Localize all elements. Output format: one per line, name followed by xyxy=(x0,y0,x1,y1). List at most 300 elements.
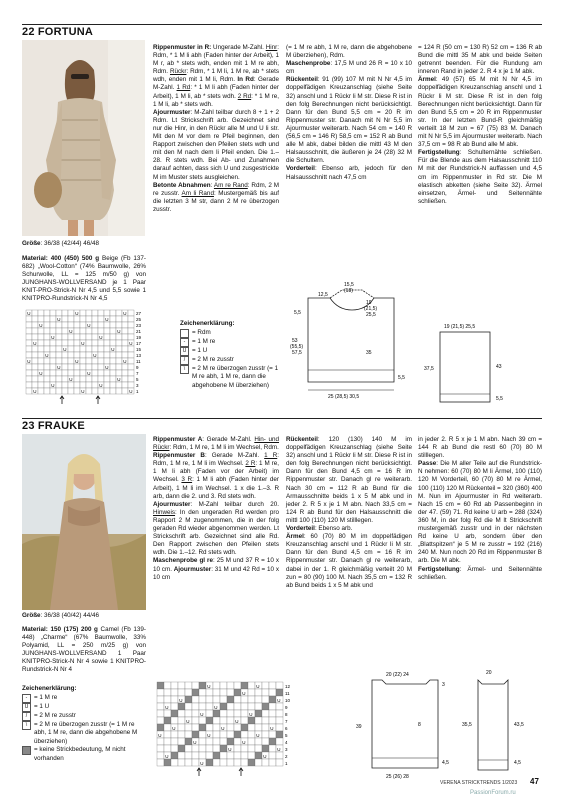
frauke-chart-cell xyxy=(255,752,262,759)
frauke-chart-cell xyxy=(269,682,276,689)
frauke-chart-cell xyxy=(255,696,262,703)
frauke-chart-cell xyxy=(171,682,178,689)
fortuna-chart-cell xyxy=(26,376,32,382)
fortuna-chart-cell xyxy=(50,376,56,382)
fortuna-chart-cell xyxy=(92,370,98,376)
frauke-dim-top: 20 (22) 24 xyxy=(386,672,409,678)
fortuna-chart-row-label: 7 xyxy=(136,371,139,376)
frauke-chart-cell xyxy=(276,710,283,717)
frauke-chart-cell xyxy=(199,745,206,752)
fortuna-chart-cell xyxy=(26,334,32,340)
fortuna-chart-symbol: U xyxy=(99,382,103,388)
frauke-chart-cell xyxy=(213,724,220,731)
fortuna-chart-symbol: U xyxy=(129,340,133,346)
fortuna-chart-cell xyxy=(50,388,56,394)
frauke-chart-row-label: 10 xyxy=(285,698,291,703)
frauke-chart-cell xyxy=(220,738,227,745)
fortuna-chart-cell xyxy=(98,388,104,394)
fortuna-key-item xyxy=(180,365,280,391)
frauke-chart-cell xyxy=(276,682,283,689)
frauke-chart-cell xyxy=(199,696,206,703)
section-rule-top xyxy=(22,24,542,25)
fortuna-chart-cell xyxy=(104,370,110,376)
fortuna-chart-cell xyxy=(110,316,116,322)
frauke-chart-cell xyxy=(171,717,178,724)
fortuna-chart-row-label: 1 xyxy=(136,389,139,394)
frauke-chart-row-label: 5 xyxy=(285,733,288,738)
fortuna-chart-symbol: U xyxy=(33,388,37,394)
fortuna-chart-cell xyxy=(62,376,68,382)
fortuna-chart-cell xyxy=(122,352,128,358)
fortuna-chart-cell xyxy=(122,370,128,376)
fortuna-chart-arrow xyxy=(96,396,100,404)
frauke-chart-cell xyxy=(255,759,262,766)
frauke-chart-symbol: U xyxy=(221,725,225,731)
symbol-icon: \ xyxy=(180,365,189,374)
fortuna-chart-cell xyxy=(80,322,86,328)
fortuna-chart-symbol: U xyxy=(57,364,61,370)
fortuna-chart-cell xyxy=(74,346,80,352)
frauke-chart-cell xyxy=(192,759,199,766)
frauke-chart-cell xyxy=(178,717,185,724)
fortuna-chart-cell xyxy=(92,316,98,322)
fortuna-chart-cell xyxy=(92,364,98,370)
fortuna-schematic-sleeve xyxy=(420,320,540,412)
symbol-icon: U xyxy=(22,703,31,712)
fortuna-chart-row-label: 21 xyxy=(136,329,142,334)
frauke-material-text: Material: 150 (175) 200 g Camel (Fb 139-448) „Charme“ (67% Baumwolle, 33% Polyamid, LL = 250 m/25 g) von JUNGHANS-WOLLVERSAND 1 Paar KNITPRO-Strick-N Nr 4 sowie 1 KNITPRO-Rundstrick-N Nr 4 xyxy=(22,626,147,674)
frauke-chart-cell xyxy=(178,759,185,766)
fortuna-chart-cell xyxy=(44,316,50,322)
fortuna-chart-cell xyxy=(68,346,74,352)
fortuna-chart-row-label: 13 xyxy=(136,353,142,358)
fortuna-chart-cell xyxy=(32,310,38,316)
frauke-dim-8: 8 xyxy=(418,722,421,728)
fortuna-chart-row-label: 17 xyxy=(136,341,142,346)
symbol-icon: / xyxy=(22,712,31,721)
frauke-chart-cell xyxy=(262,717,269,724)
fortuna-key xyxy=(180,320,280,390)
frauke-chart-cell xyxy=(185,689,192,696)
fortuna-chart-cell xyxy=(32,382,38,388)
frauke-chart-cell xyxy=(234,759,241,766)
frauke-chart-cell xyxy=(206,710,213,717)
fortuna-chart-cell xyxy=(98,370,104,376)
frauke-dim-39: 39 xyxy=(356,724,362,730)
section-rule-mid xyxy=(22,418,542,419)
frauke-chart-cell xyxy=(269,696,276,703)
fortuna-chart-cell xyxy=(68,364,74,370)
fortuna-chart-row-label: 27 xyxy=(136,311,142,316)
fortuna-chart-cell xyxy=(62,310,68,316)
fortuna-chart-cell xyxy=(74,352,80,358)
frauke-chart-cell xyxy=(269,717,276,724)
frauke-chart-cell xyxy=(269,703,276,710)
frauke-key-item xyxy=(22,703,146,712)
fortuna-chart-symbol: U xyxy=(87,322,91,328)
fortuna-chart-cell xyxy=(50,328,56,334)
frauke-chart-cell xyxy=(213,752,220,759)
fortuna-chart-cell xyxy=(44,346,50,352)
fortuna-chart-cell xyxy=(44,322,50,328)
frauke-dim-base: 25 (26) 28 xyxy=(386,774,409,780)
frauke-chart-cell xyxy=(192,752,199,759)
fortuna-chart-cell xyxy=(128,358,134,364)
frauke-chart-cell xyxy=(192,682,199,689)
fortuna-chart-cell xyxy=(56,346,62,352)
frauke-chart-cell xyxy=(255,738,262,745)
fortuna-chart-cell xyxy=(98,358,104,364)
frauke-chart-cell xyxy=(206,696,213,703)
fortuna-chart-cell xyxy=(26,370,32,376)
frauke-chart-cell xyxy=(227,738,234,745)
frauke-chart-cell xyxy=(178,752,185,759)
frauke-chart-cell xyxy=(276,717,283,724)
frauke-chart-symbol: U xyxy=(200,711,204,717)
frauke-chart-row-label: 3 xyxy=(285,747,288,752)
frauke-key-item xyxy=(22,712,146,721)
fortuna-size xyxy=(22,240,146,248)
fortuna-chart-cell xyxy=(44,310,50,316)
frauke-chart-cell xyxy=(171,759,178,766)
fortuna-chart-cell xyxy=(92,322,98,328)
fortuna-chart-cell xyxy=(92,376,98,382)
frauke-chart-cell xyxy=(269,710,276,717)
fortuna-chart-cell xyxy=(44,340,50,346)
fortuna-chart-cell xyxy=(38,346,44,352)
frauke-chart-cell xyxy=(192,745,199,752)
frauke-chart-cell xyxy=(178,738,185,745)
fortuna-chart-cell xyxy=(128,328,134,334)
fortuna-chart-cell xyxy=(44,382,50,388)
fortuna-chart-cell xyxy=(68,322,74,328)
fortuna-chart-cell xyxy=(80,370,86,376)
fortuna-material xyxy=(22,255,146,304)
fortuna-chart-cell xyxy=(122,334,128,340)
fortuna-chart-cell xyxy=(92,346,98,352)
frauke-chart-cell xyxy=(206,752,213,759)
fortuna-chart-cell xyxy=(116,322,122,328)
fortuna-chart-cell xyxy=(50,316,56,322)
frauke-chart-cell xyxy=(234,745,241,752)
fortuna-chart-cell xyxy=(26,316,32,322)
frauke-chart-cell xyxy=(241,724,248,731)
fortuna-chart-symbol: U xyxy=(99,334,103,340)
fortuna-chart-symbol: U xyxy=(117,328,121,334)
frauke-chart-cell xyxy=(171,752,178,759)
frauke-key-text: = 1 U xyxy=(34,702,50,710)
frauke-chart-cell xyxy=(164,724,171,731)
frauke-chart-cell xyxy=(255,724,262,731)
frauke-chart-cell xyxy=(248,759,255,766)
frauke-chart-cell xyxy=(234,752,241,759)
fortuna-chart-symbol: U xyxy=(39,370,43,376)
fortuna-chart-cell xyxy=(38,382,44,388)
frauke-chart-cell xyxy=(157,752,164,759)
frauke-chart-cell xyxy=(164,745,171,752)
frauke-size-text: Größe: 36/38 (40/42) 44/46 xyxy=(22,612,100,619)
fortuna-chart-cell xyxy=(26,346,32,352)
frauke-chart-cell xyxy=(276,759,283,766)
frauke-chart-symbol: U xyxy=(207,683,211,689)
frauke-chart-cell xyxy=(241,731,248,738)
frauke-chart-cell xyxy=(213,738,220,745)
fortuna-chart-cell xyxy=(98,316,104,322)
fortuna-chart-symbol: U xyxy=(33,340,37,346)
fortuna-chart-cell xyxy=(122,388,128,394)
fortuna-chart-cell xyxy=(98,346,104,352)
frauke-chart-cell xyxy=(220,752,227,759)
fortuna-chart-cell xyxy=(80,310,86,316)
fortuna-key-item xyxy=(180,356,280,365)
fortuna-chart-cell xyxy=(92,334,98,340)
frauke-chart-cell xyxy=(262,759,269,766)
fortuna-chart-cell xyxy=(32,334,38,340)
fortuna-chart-cell xyxy=(86,310,92,316)
fortuna-chart-cell xyxy=(74,382,80,388)
fortuna-dim-base: 25 (28,5) 30,5 xyxy=(328,394,360,400)
fortuna-chart-cell xyxy=(50,340,56,346)
fortuna-chart-cell xyxy=(62,382,68,388)
fortuna-chart-cell xyxy=(110,364,116,370)
fortuna-chart-cell xyxy=(110,340,116,346)
fortuna-chart-cell xyxy=(86,358,92,364)
fortuna-chart-cell xyxy=(38,340,44,346)
frauke-chart-cell xyxy=(199,738,206,745)
fortuna-chart-symbol: U xyxy=(57,316,61,322)
symbol-icon: - xyxy=(180,338,189,347)
fortuna-chart-cell xyxy=(44,334,50,340)
fortuna-chart-symbol: U xyxy=(129,388,133,394)
fortuna-key-item xyxy=(180,347,280,356)
fortuna-chart-cell xyxy=(56,382,62,388)
fortuna-chart-cell xyxy=(86,352,92,358)
frauke-chart-cell xyxy=(220,689,227,696)
fortuna-chart-row-label: 5 xyxy=(136,377,139,382)
frauke-chart-cell xyxy=(171,745,178,752)
fortuna-chart-symbol: U xyxy=(45,352,49,358)
fortuna-chart-symbol: U xyxy=(93,352,97,358)
frauke-chart-cell xyxy=(227,731,234,738)
fortuna-chart-cell xyxy=(104,340,110,346)
frauke-chart-cell xyxy=(220,710,227,717)
frauke-chart-cell xyxy=(276,703,283,710)
fortuna-column-4: = 124 R (50 cm = 130 R) 52 cm = 136 R ab Bund die mittl 35 M abk und beide Seiten getrennt beenden. Für die Rundung am inneren Rand in jeder 2. R 4 x je 1 M abk. Ärmel: 49 (57) 65 M mit N Nr 4,5 im doppelfädigen Kreuzanschlag anschl und 1 Rückr li M str. Diese R ist in den folg Berechnungen nicht berücksichtigt. Dann für den Bund 5,5 cm = 20 R im Rippenmuster str. In der letzten Bund-R gleichmäßig verteilt 18 M zun = 67 (75) 83 M. Danach mit N Nr 5,5 im Ajourmuster weiterarb. Nach 37,5 cm = 98 R ab Bund alle M abk. Fertigstellung: Schulternähte schließen. Für die Blende aus dem Halsausschnitt 110 M mit der Rundstrick-N auffassen und 4,5 cm im Rippenmuster in Rd str. Die M elastisch abketten (siehe Seite 32). Ärmel einsetzen, Ärmel- und Seitennähte schließen. xyxy=(418,44,542,205)
fortuna-chart-cell xyxy=(110,370,116,376)
fortuna-chart-cell xyxy=(116,388,122,394)
frauke-chart-symbol: U xyxy=(235,718,239,724)
frauke-chart-cell xyxy=(220,731,227,738)
fortuna-chart-cell xyxy=(38,316,44,322)
fortuna-chart-cell xyxy=(128,322,134,328)
frauke-chart-cell xyxy=(220,703,227,710)
fortuna-chart-cell xyxy=(110,352,116,358)
fortuna-dim-19: 19 xyxy=(366,300,372,306)
fortuna-chart-cell xyxy=(128,334,134,340)
fortuna-chart-cell xyxy=(86,364,92,370)
fortuna-chart-cell xyxy=(68,358,74,364)
frauke-chart-cell xyxy=(213,745,220,752)
fortuna-chart-cell xyxy=(80,382,86,388)
fortuna-chart-cell xyxy=(80,352,86,358)
frauke-chart-cell xyxy=(234,703,241,710)
frauke-chart-cell xyxy=(234,696,241,703)
frauke-chart-cell xyxy=(178,724,185,731)
fortuna-chart-symbol: U xyxy=(51,382,55,388)
fortuna-dim-height: 53 xyxy=(292,338,298,344)
frauke-chart-cell xyxy=(192,724,199,731)
frauke-chart-cell xyxy=(213,759,220,766)
fortuna-chart-cell xyxy=(26,322,32,328)
fortuna-chart-row-label: 25 xyxy=(136,317,142,322)
fortuna-chart-cell xyxy=(32,352,38,358)
fortuna-chart-cell xyxy=(38,310,44,316)
fortuna-chart-cell xyxy=(92,310,98,316)
frauke-chart-cell xyxy=(276,738,283,745)
frauke-column-2: Rippenmuster A: Gerade M-Zahl. Hin- und Rückr: Rdm, 1 M re, 1 M li im Wechsel, Rdm. Rippenmuster B: Gerade M-Zahl. 1 R: Rdm, 1 M re, 1 M li im Wechsel. 2 R: 1 M re, 1 M li abh (Faden vor der Arbeit) im Wechsel. 3 R: 1 M li abh (Faden hinter der Arbeit), 1 M li im Wechsel. 1 x die 1.–3. R arb, dann die 2. und 3. Rd stets wdh. Ajourmuster: M-Zahl teilbar durch 20. Hinweis: In den ungeraden Rd werden pro Rapport 2 M zugenommen, die in der folg geraden Rd wieder abgenommen werden. Lt Strickschrift arb. Gezeichnet sind alle Rd. Den Rapport zwischen den Pfeilen stets wdh. Die 1.–12. Rd stets wdh. Maschenprobe gl re: 25 M und 37 R = 10 x 10 cm. Ajourmuster: 31 M und 42 Rd = 10 x 10 cm xyxy=(153,436,280,581)
frauke-chart-cell xyxy=(213,689,220,696)
frauke-stitch-chart xyxy=(153,680,291,784)
fortuna-chart-cell xyxy=(104,334,110,340)
frauke-chart-cell xyxy=(206,745,213,752)
fortuna-sleeve-b: 5,5 xyxy=(496,396,503,402)
frauke-chart-row-label: 1 xyxy=(285,761,288,766)
fortuna-key-text: = 1 U xyxy=(192,346,208,354)
frauke-schematic-sleeve xyxy=(460,660,544,782)
fortuna-chart-cell xyxy=(56,340,62,346)
fortuna-chart-cell xyxy=(122,376,128,382)
frauke-chart-row-label: 8 xyxy=(285,712,288,717)
frauke-chart-cell xyxy=(178,682,185,689)
fortuna-chart-cell xyxy=(62,370,68,376)
fortuna-chart-cell xyxy=(86,340,92,346)
frauke-chart-cell xyxy=(199,731,206,738)
frauke-chart-cell xyxy=(262,682,269,689)
frauke-chart-cell xyxy=(234,731,241,738)
fortuna-chart-cell xyxy=(92,340,98,346)
frauke-chart-row-label: 12 xyxy=(285,684,291,689)
frauke-chart-cell xyxy=(199,752,206,759)
fortuna-chart-cell xyxy=(116,358,122,364)
frauke-chart-cell xyxy=(241,696,248,703)
frauke-chart-symbol: U xyxy=(277,697,281,703)
fortuna-chart-cell xyxy=(104,382,110,388)
frauke-chart-symbol: U xyxy=(228,746,232,752)
fortuna-chart-symbol: U xyxy=(69,328,73,334)
fortuna-chart-row-label: 23 xyxy=(136,323,142,328)
fortuna-sleeve-top: 19 (21,5) 25,5 xyxy=(444,324,476,330)
fortuna-chart-cell xyxy=(62,388,68,394)
fortuna-chart-cell xyxy=(74,328,80,334)
fortuna-chart-cell xyxy=(50,364,56,370)
frauke-size xyxy=(22,612,146,620)
fortuna-chart-cell xyxy=(26,340,32,346)
fortuna-chart-symbol: U xyxy=(75,310,79,316)
frauke-chart-row-label: 6 xyxy=(285,726,288,731)
fortuna-chart-cell xyxy=(44,370,50,376)
fortuna-chart-cell xyxy=(128,370,134,376)
frauke-chart-cell xyxy=(206,689,213,696)
fortuna-chart-cell xyxy=(116,370,122,376)
frauke-chart-cell xyxy=(192,689,199,696)
fortuna-chart-cell xyxy=(110,358,116,364)
fortuna-chart-cell xyxy=(86,388,92,394)
frauke-chart-row-label: 9 xyxy=(285,705,288,710)
fortuna-chart-symbol: U xyxy=(75,358,79,364)
fortuna-chart-cell xyxy=(50,310,56,316)
fortuna-chart-cell xyxy=(62,358,68,364)
frauke-chart-cell xyxy=(157,696,164,703)
fortuna-chart-symbol: U xyxy=(69,376,73,382)
fortuna-chart-cell xyxy=(38,358,44,364)
fortuna-chart-cell xyxy=(116,340,122,346)
fortuna-chart-cell xyxy=(128,364,134,370)
frauke-chart-cell xyxy=(276,689,283,696)
frauke-chart-cell xyxy=(192,731,199,738)
fortuna-chart-cell xyxy=(80,316,86,322)
frauke-chart-cell xyxy=(248,682,255,689)
frauke-chart-cell xyxy=(248,703,255,710)
frauke-chart-cell xyxy=(206,738,213,745)
frauke-chart-cell xyxy=(185,745,192,752)
fortuna-chart-cell xyxy=(122,340,128,346)
fortuna-chart-cell xyxy=(98,310,104,316)
fortuna-chart-cell xyxy=(62,316,68,322)
frauke-chart-cell xyxy=(171,703,178,710)
fortuna-chart-cell xyxy=(110,310,116,316)
frauke-chart-cell xyxy=(248,745,255,752)
frauke-chart-cell xyxy=(227,703,234,710)
frauke-chart-cell xyxy=(220,682,227,689)
fortuna-chart-cell xyxy=(74,364,80,370)
fortuna-chart-cell xyxy=(86,334,92,340)
frauke-chart-cell xyxy=(227,696,234,703)
fortuna-chart-cell xyxy=(56,358,62,364)
frauke-chart-cell xyxy=(220,696,227,703)
fortuna-chart-cell xyxy=(74,388,80,394)
frauke-key-text: = 1 M re xyxy=(34,693,58,701)
fortuna-chart-cell xyxy=(74,340,80,346)
fortuna-chart-cell xyxy=(68,316,74,322)
fortuna-chart-cell xyxy=(38,376,44,382)
fortuna-chart-cell xyxy=(44,376,50,382)
fortuna-chart-cell xyxy=(26,382,32,388)
fortuna-chart-cell xyxy=(32,328,38,334)
fortuna-chart-cell xyxy=(116,310,122,316)
symbol-icon: \ xyxy=(22,721,31,730)
frauke-chart-cell xyxy=(241,703,248,710)
frauke-chart-cell xyxy=(178,689,185,696)
fortuna-chart-symbol: U xyxy=(27,310,31,316)
fortuna-chart-cell xyxy=(56,334,62,340)
frauke-chart-cell xyxy=(206,717,213,724)
fortuna-chart-cell xyxy=(104,358,110,364)
fortuna-chart-cell xyxy=(56,388,62,394)
fortuna-chart-row-label: 9 xyxy=(136,365,139,370)
frauke-schematic-body xyxy=(350,660,454,782)
fortuna-chart-cell xyxy=(50,346,56,352)
fortuna-chart-cell xyxy=(26,352,32,358)
fortuna-chart-cell xyxy=(86,382,92,388)
frauke-chart-cell xyxy=(227,724,234,731)
frauke-chart-cell xyxy=(157,759,164,766)
frauke-sleeve-b: 4,5 xyxy=(514,760,521,766)
fortuna-chart-symbol: U xyxy=(105,316,109,322)
frauke-chart-cell xyxy=(171,696,178,703)
frauke-chart-cell xyxy=(164,689,171,696)
frauke-chart-cell xyxy=(220,759,227,766)
fortuna-chart-symbol: U xyxy=(123,310,127,316)
